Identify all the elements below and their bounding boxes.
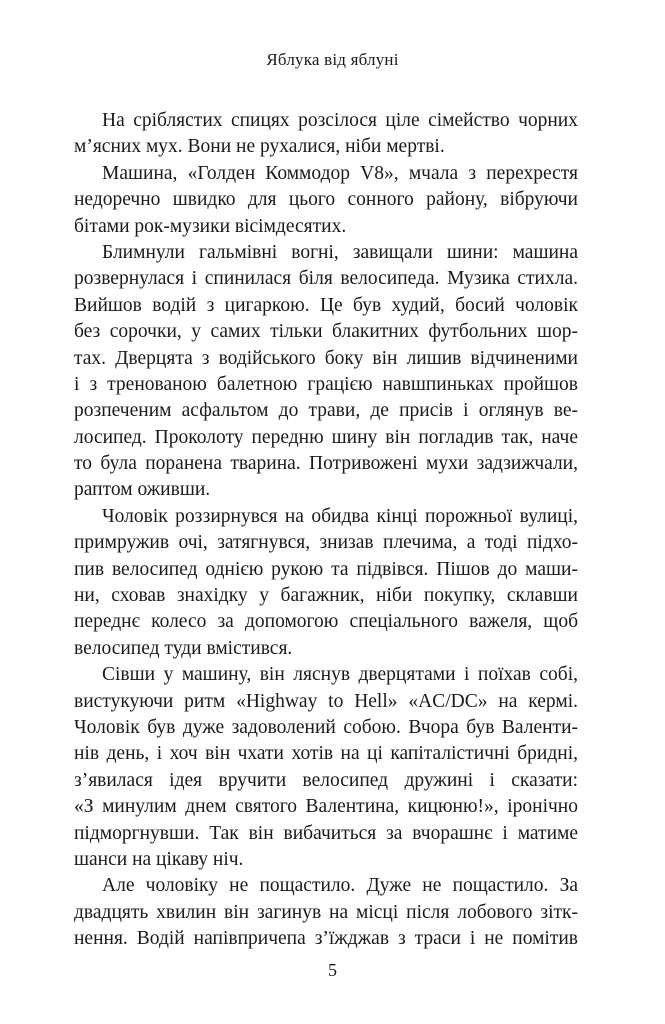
text-line: На сріблястих спицях розсілося ціле сімейство чорних — [102, 110, 578, 131]
paragraph — [74, 108, 578, 161]
paragraph — [74, 873, 578, 952]
text-line: нів день, і хоч він чхати хотів на ці капіталістичні бридні, — [74, 743, 578, 765]
text-line: то була поранена тварина. Потривожені мухи задзижчали, — [74, 453, 578, 475]
text-line: недоречно швидко для цього сонного району, вібруючи — [74, 189, 578, 211]
text-line: розвернулася і спинилася біля велосипеда. Музика стихла. — [74, 268, 578, 290]
text-line: велосипед туди вмістився. — [74, 637, 293, 659]
text-line: Машина, «Голден Коммодор V8», мчала з перехрестя — [102, 162, 578, 184]
text-line: з’явилася ідея вручити велосипед дружині і сказати: — [74, 769, 578, 791]
text-line: «З минулим днем святого Валентина, кицюню!», іронічно — [74, 796, 578, 818]
text-line: Вийшов водій з цигаркою. Це був худий, босий чоловік — [74, 294, 578, 316]
paragraph — [74, 504, 578, 662]
text-line: переднє колесо за допомогою спеціального важеля, щоб — [74, 611, 578, 633]
paragraph — [74, 240, 578, 504]
paragraph — [74, 662, 578, 873]
text-line: м’ясних мух. Вони не рухалися, ніби мертві. — [74, 136, 445, 158]
text-line: бітами рок-музики вісімдесятих. — [74, 215, 347, 237]
text-line: Чоловік роззирнувся на обидва кінці порожньої вулиці, — [102, 505, 578, 527]
text-line: тах. Дверцята з водійського боку він лишив відчиненими — [74, 347, 578, 369]
page-number: 5 — [328, 960, 337, 980]
text-line: примружив очі, затягнувся, знизав плечима, а тоді підхо- — [74, 532, 578, 554]
text-line: вистукуючи ритм «Highway to Hell» «AC/DC» на кермі. — [74, 690, 578, 712]
text-line: пив велосипед однією рукою та підвівся. Пішов до маши- — [74, 558, 578, 580]
text-line: двадцять хвилин він загинув на місці після лобового зітк- — [74, 901, 578, 923]
text-line: Чоловік був дуже задоволений собою. Вчора був Валенти- — [74, 716, 578, 738]
text-line: і з тренованою балетною грацією навшпиньках пройшов — [74, 373, 578, 395]
text-line: без сорочки, у самих тільки блакитних футбольних шор- — [74, 321, 578, 343]
text-line: раптом оживши. — [74, 479, 211, 501]
text-line: лосипед. Проколоту передню шину він погладив так, наче — [74, 426, 578, 448]
running-head: Яблука від яблуні — [266, 50, 399, 69]
paragraph — [74, 161, 578, 240]
text-line: ни, сховав знахідку у багажник, ніби покупку, склавши — [74, 585, 578, 607]
text-line: Але чоловіку не пощастило. Дуже не пощастило. За — [102, 875, 578, 897]
text-line: підморгнувши. Так він вибачиться за вчорашнє і матиме — [74, 822, 578, 844]
text-line: розпеченим асфальтом до трави, де присів і оглянув ве- — [74, 400, 578, 422]
text-line: Сівши у машину, він ляснув дверцятами і поїхав собі, — [102, 664, 578, 686]
text-line: Блимнули гальмівні вогні, завищали шини: машина — [102, 241, 578, 263]
text-line: шанси на цікаву ніч. — [74, 848, 244, 870]
body-text — [74, 108, 578, 953]
text-line: нення. Водій напівпричепа з’їжджав з траси і не помітив — [74, 928, 578, 950]
